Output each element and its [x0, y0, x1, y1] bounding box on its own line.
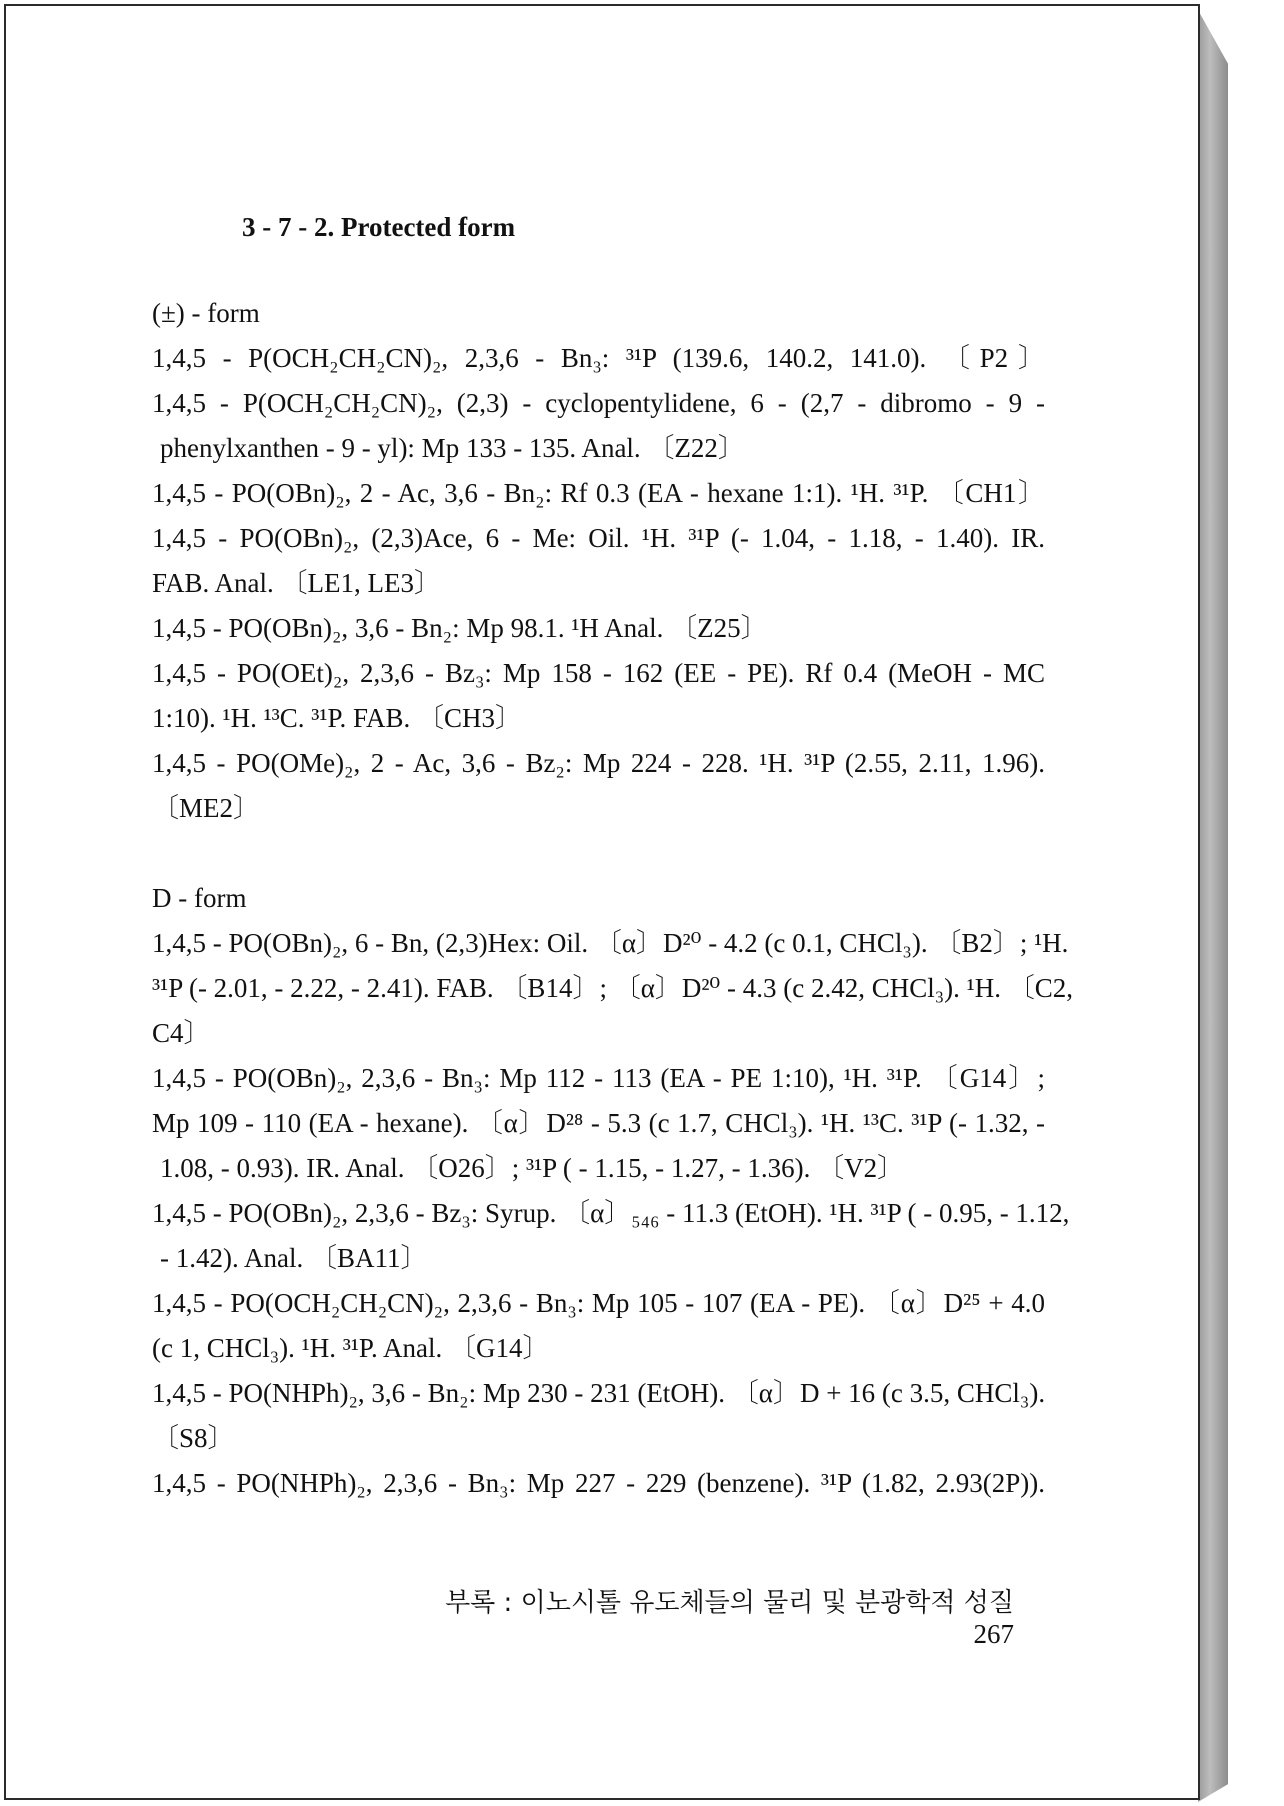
entry-line: 1,4,5 - PO(NHPh)₂, 2,3,6 - Bn₃: Mp 227 - 229 (benzene). ³¹P (1.82, 2.93(2P)). — [152, 1468, 1045, 1498]
entry-line: phenylxanthen - 9 - yl): Mp 133 - 135. Anal. 〔Z22〕 — [160, 433, 745, 463]
page-content — [152, 205, 1073, 1506]
entry-line: 1,4,5 - PO(OBn)₂, 2 - Ac, 3,6 - Bn₂: Rf 0.3 (EA - hexane 1:1). ¹H. ³¹P. 〔CH1〕 — [152, 478, 1045, 508]
entry-line: 1,4,5 - PO(OCH₂CH₂CN)₂, 2,3,6 - Bn₃: Mp 105 - 107 (EA - PE). 〔α〕D²⁵ + 4.0 — [152, 1288, 1045, 1318]
subsection-title-d-form: D - form — [152, 883, 247, 913]
entry-line: 1:10). ¹H. ¹³C. ³¹P. FAB. 〔CH3〕 — [152, 703, 523, 733]
entry-line: Mp 109 - 110 (EA - hexane). 〔α〕D²⁸ - 5.3 (c 1.7, CHCl₃). ¹H. ¹³C. ³¹P (- 1.32, - — [152, 1108, 1045, 1138]
running-footer-title: 부록 : 이노시톨 유도체들의 물리 및 분광학적 성질 — [445, 1588, 1014, 1618]
entry-line: 1,4,5 - PO(OEt)₂, 2,3,6 - Bz₃: Mp 158 - 162 (EE - PE). Rf 0.4 (MeOH - MC — [152, 658, 1045, 688]
entry-line: 1,4,5 - P(OCH₂CH₂CN)₂, (2,3) - cyclopentylidene, 6 - (2,7 - dibromo - 9 - — [152, 388, 1045, 418]
section-heading: 3 - 7 - 2. Protected form — [242, 212, 516, 242]
page-footer — [424, 1582, 1014, 1650]
page-edge-shadow — [1198, 10, 1228, 1802]
entry-line: - 1.42). Anal. 〔BA11〕 — [160, 1243, 428, 1273]
entry-line: (c 1, CHCl₃). ¹H. ³¹P. Anal. 〔G14〕 — [152, 1333, 550, 1363]
entry-line: 1,4,5 - P(OCH₂CH₂CN)₂, 2,3,6 - Bn₃: ³¹P (139.6, 140.2, 141.0). 〔P2〕 — [152, 343, 1045, 373]
entry-line: 〔ME2〕 — [152, 793, 260, 823]
entry-line: 1,4,5 - PO(OBn)₂, 6 - Bn, (2,3)Hex: Oil. 〔α〕D²⁰ - 4.2 (c 0.1, CHCl₃). 〔B2〕; ¹H. — [152, 928, 1069, 958]
entry-line: 1,4,5 - PO(NHPh)₂, 3,6 - Bn₂: Mp 230 - 231 (EtOH). 〔α〕D + 16 (c 3.5, CHCl₃). — [152, 1378, 1046, 1408]
entry-line: 〔S8〕 — [152, 1423, 235, 1453]
entry-line: ³¹P (- 2.01, - 2.22, - 2.41). FAB. 〔B14〕; 〔α〕D²⁰ - 4.3 (c 2.42, CHCl₃). ¹H. 〔C2, — [152, 973, 1073, 1003]
d-form-entries — [152, 921, 1073, 1506]
subsection-title-racemic: (±) - form — [152, 298, 260, 328]
entry-line: 1,4,5 - PO(OMe)₂, 2 - Ac, 3,6 - Bz₂: Mp 224 - 228. ¹H. ³¹P (2.55, 2.11, 1.96). — [152, 748, 1045, 778]
entry-line: FAB. Anal. 〔LE1, LE3〕 — [152, 568, 441, 598]
entry-line: 1,4,5 - PO(OBn)₂, (2,3)Ace, 6 - Me: Oil. ¹H. ³¹P (- 1.04, - 1.18, - 1.40). IR. — [152, 523, 1045, 553]
racemic-entries — [152, 336, 1045, 831]
page-number: 267 — [973, 1619, 1014, 1649]
entry-line: 1.08, - 0.93). IR. Anal. 〔O26〕; ³¹P ( - 1.15, - 1.27, - 1.36). 〔V2〕 — [160, 1153, 905, 1183]
entry-line: C4〕 — [152, 1018, 211, 1048]
entry-line: 1,4,5 - PO(OBn)₂, 2,3,6 - Bn₃: Mp 112 - 113 (EA - PE 1:10), ¹H. ³¹P. 〔G14〕; — [152, 1063, 1045, 1093]
entry-line: 1,4,5 - PO(OBn)₂, 3,6 - Bn₂: Mp 98.1. ¹H Anal. 〔Z25〕 — [152, 613, 768, 643]
entry-line: 1,4,5 - PO(OBn)₂, 2,3,6 - Bz₃: Syrup. 〔α〕₅₄₆ - 11.3 (EtOH). ¹H. ³¹P ( - 0.95, - 1.12, — [152, 1198, 1070, 1228]
